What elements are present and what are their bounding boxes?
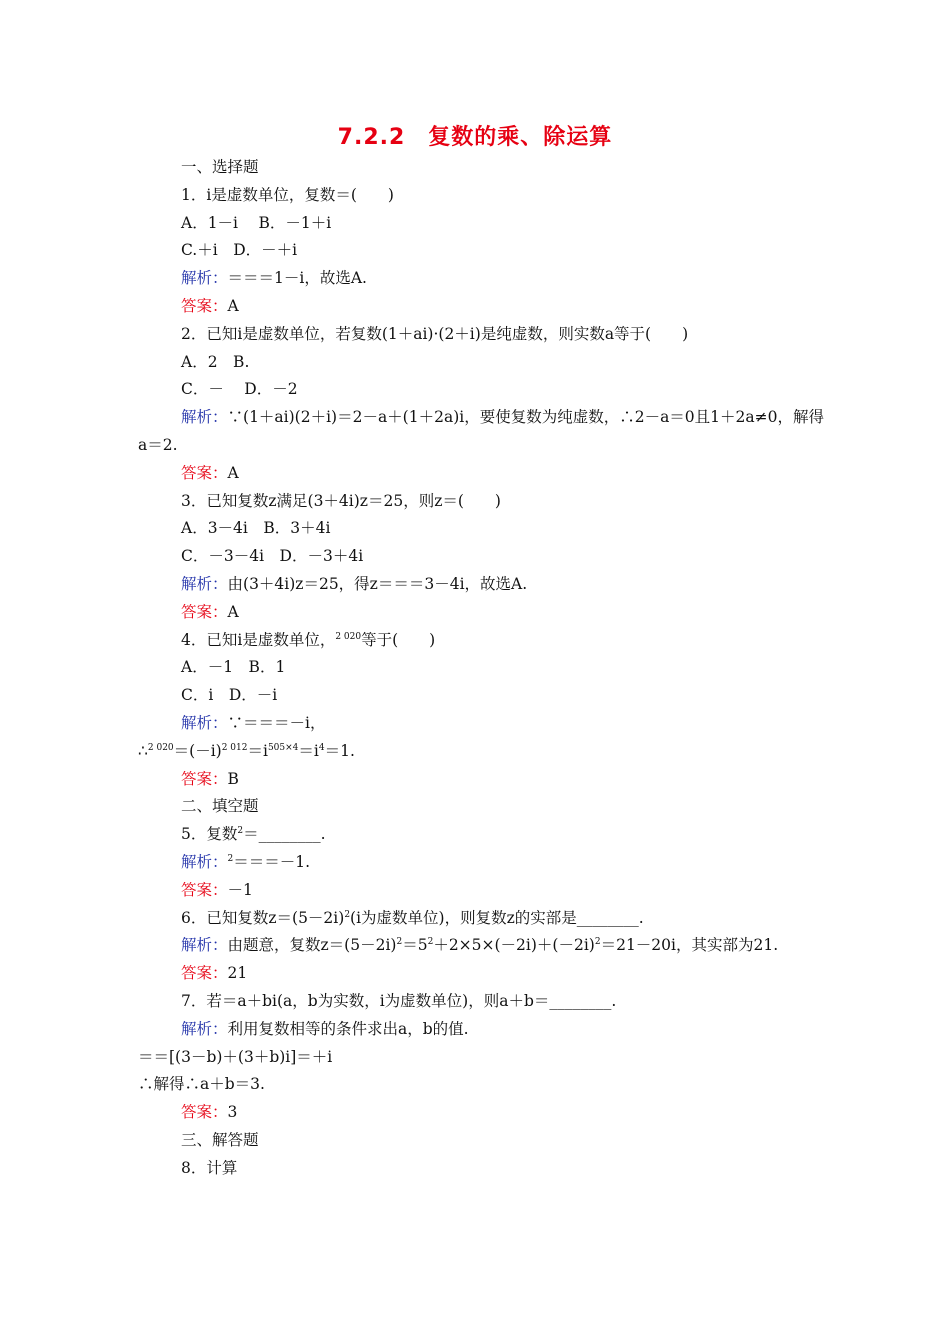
options: C.＋i D．－＋i	[181, 241, 298, 260]
analysis-line: 解析：$^2$＝＝＝－1.	[181, 852, 311, 871]
options: A．1－i B．－1＋i	[181, 213, 332, 232]
analysis-label: 解析：	[181, 574, 228, 593]
question-8: 8．计算	[181, 1158, 238, 1177]
analysis-line: 解析：∵(1＋ai)(2＋i)＝2－a＋(1＋2a)i，要使复数为纯虚数，∴2－a＝0且1＋2a≠0，解得a＝2.	[138, 408, 824, 454]
analysis-label: 解析：	[181, 936, 228, 955]
answer-label: 答案：	[181, 769, 228, 788]
question-3: 3．已知复数z满足(3＋4i)z＝25，则z＝( )	[181, 491, 501, 510]
answer-label: 答案：	[181, 964, 228, 983]
analysis-continuation: $\therefore^{2 020}=(-i)^{2 012}=i^{505\times 4}=i^4=1$.	[138, 741, 355, 760]
analysis-continuation: ∴解得∴a＋b＝3.	[138, 1075, 265, 1094]
answer-label: 答案：	[181, 296, 228, 315]
document-body	[138, 154, 828, 1182]
options: A．3－4i B．3＋4i	[181, 519, 331, 538]
answer-label: 答案：	[181, 880, 228, 899]
section-heading: 一、选择题	[181, 158, 259, 176]
analysis-label: 解析：	[181, 852, 228, 871]
answer-line: 答案：B	[181, 769, 239, 788]
question-7: 7．若＝a＋bi(a，b为实数，i为虚数单位)，则a＋b＝________.	[181, 991, 617, 1010]
answer-line: 答案：－1	[181, 880, 253, 899]
section-heading: 二、填空题	[181, 797, 259, 816]
answer-line: 答案：A	[181, 296, 239, 315]
analysis-label: 解析：	[181, 1019, 228, 1038]
page-title: 7.2.2 复数的乘、除运算	[337, 125, 613, 150]
question-2: 2．已知i是虚数单位，若复数(1＋ai)·(2＋i)是纯虚数，则实数a等于( )	[181, 324, 689, 343]
section-heading: 三、解答题	[181, 1130, 259, 1149]
analysis-label: 解析：	[181, 269, 228, 288]
analysis-line: 解析：＝＝＝1－i，故选A.	[181, 269, 367, 288]
options: C．－ D．－2	[181, 380, 298, 399]
options: A．－1 B．1	[181, 658, 286, 677]
analysis-line: 解析：∵＝＝＝－i，	[181, 713, 326, 732]
analysis-label: 解析：	[181, 408, 228, 427]
question-6: 6．已知复数$z=(5-2i)^2(i$为虚数单位)，则复数z的实部是________.	[181, 908, 644, 927]
answer-line: 答案：3	[181, 1103, 238, 1122]
analysis-line: 解析：利用复数相等的条件求出a，b的值.	[181, 1019, 469, 1038]
answer-label: 答案：	[181, 602, 228, 621]
analysis-continuation: ＝＝[(3－b)＋(3＋b)i]＝＋i	[138, 1047, 333, 1066]
answer-label: 答案：	[181, 1103, 228, 1122]
analysis-label: 解析：	[181, 713, 228, 732]
question-4: 4．已知i是虚数单位，$^{2 020}$等于( )	[181, 630, 436, 649]
answer-line: 答案：21	[181, 964, 248, 983]
answer-line: 答案：A	[181, 602, 239, 621]
analysis-line: 解析：由题意，复数$z=(5-2i)^2=5^2+2\times 5\times(-2i)+(-2i)^2=21-20i$，其实部为21.	[181, 936, 779, 955]
question-5: 5．复数$^2$＝________.	[181, 825, 326, 844]
question-1: 1．i是虚数单位，复数＝( )	[181, 185, 394, 204]
answer-line: 答案：A	[181, 463, 239, 482]
answer-label: 答案：	[181, 463, 228, 482]
options: A．2 B.	[181, 352, 250, 371]
options: C．－3－4i D．－3＋4i	[181, 547, 364, 566]
options: C．i D．－i	[181, 686, 278, 705]
analysis-line: 解析：由(3＋4i)z＝25，得z＝＝＝3－4i，故选A.	[181, 574, 528, 593]
